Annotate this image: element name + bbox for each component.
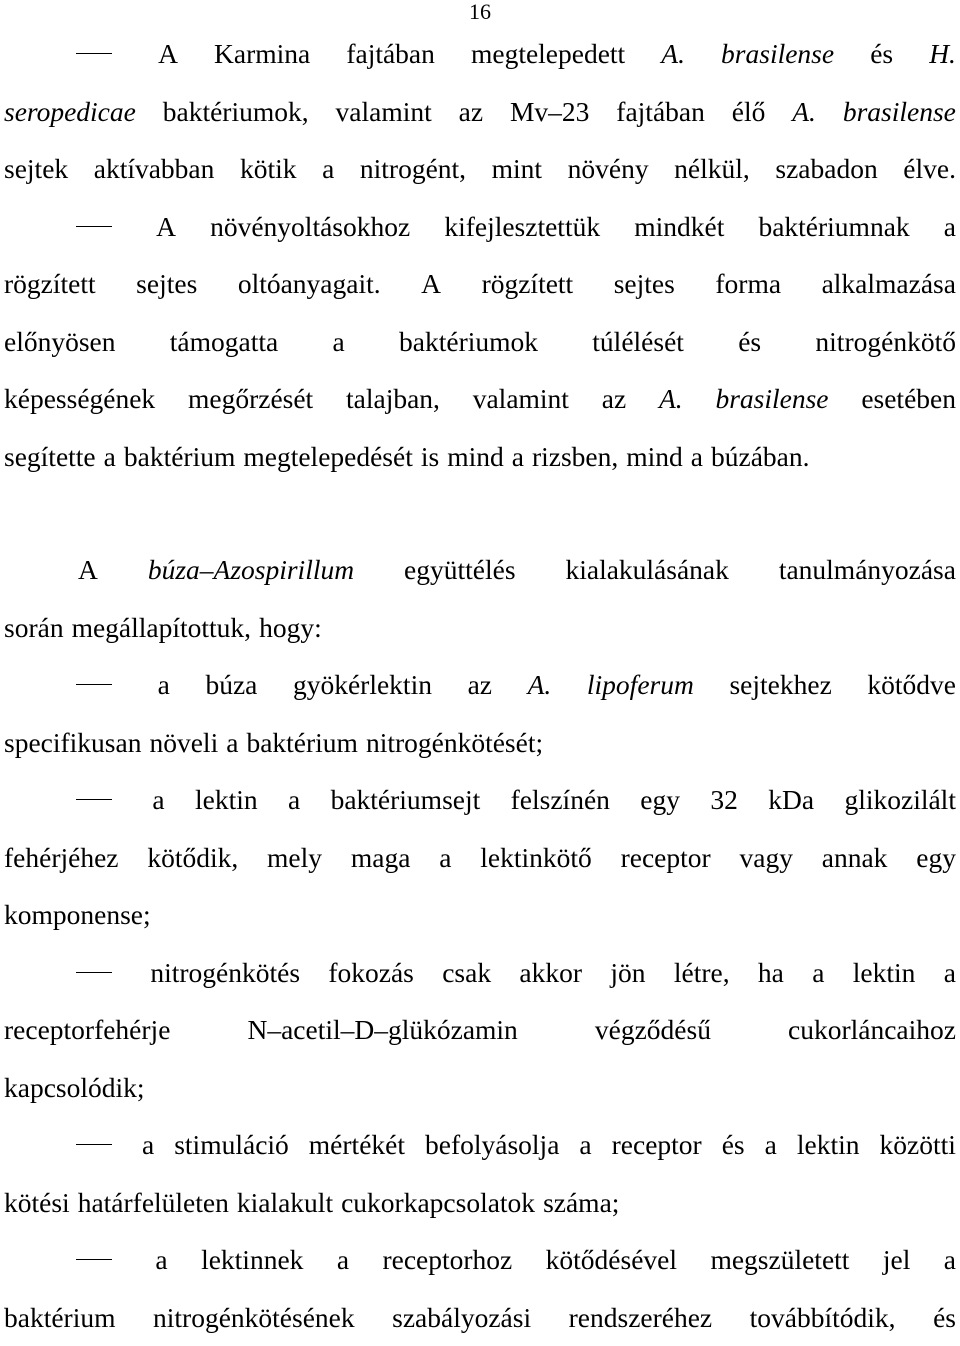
word: szabályozási <box>392 1289 531 1346</box>
word: oltóanyagait. <box>238 255 381 313</box>
word: csak <box>442 944 491 1002</box>
word: lektin <box>195 771 258 829</box>
word: rögzített <box>482 255 574 313</box>
dash-bullet <box>76 198 122 256</box>
word: növény <box>568 140 649 198</box>
word: létre, <box>674 944 730 1002</box>
word: megállapítottuk, <box>72 599 251 657</box>
word: búza <box>205 656 257 714</box>
word: baktériumsejt <box>331 771 481 829</box>
word: baktérium <box>124 428 236 486</box>
species-abbrev: A. <box>792 83 816 141</box>
word: és <box>722 1116 745 1174</box>
word: az <box>602 370 626 428</box>
word: képességének <box>4 370 155 428</box>
word: sejtes <box>136 255 197 313</box>
word: megőrzését <box>188 370 313 428</box>
text-line <box>4 1289 956 1346</box>
text-line <box>4 944 956 1002</box>
word: gyökérlektin <box>293 656 432 714</box>
word: egy <box>640 771 680 829</box>
word: rögzített <box>4 255 96 313</box>
species-name: brasilense <box>715 370 828 428</box>
word: nitrogént, <box>360 140 466 198</box>
word: A <box>158 25 178 83</box>
word: fajtában <box>346 25 435 83</box>
text-line <box>4 25 956 83</box>
word: receptor <box>621 829 711 887</box>
dash-bullet <box>76 944 122 1002</box>
word: nitrogénkötését; <box>366 714 543 772</box>
word: tanulmányozása <box>779 541 956 599</box>
word: a <box>337 1231 349 1289</box>
word: N–acetil–D–glükózamin <box>247 1001 517 1059</box>
word: kapcsolódik; <box>4 1059 145 1117</box>
word: rizsben, <box>532 428 618 486</box>
text-line <box>4 1231 956 1289</box>
word: a <box>944 198 956 256</box>
species-abbrev: H. <box>929 25 956 83</box>
word: túlélését <box>592 313 684 371</box>
word: kDa <box>768 771 814 829</box>
word: a <box>691 428 703 486</box>
word: nitrogénkötő <box>815 313 956 371</box>
species-name: búza–Azospirillum <box>148 541 354 599</box>
word: vagy <box>739 829 792 887</box>
word: kötődik, <box>147 829 238 887</box>
word: kötődve <box>867 656 956 714</box>
word: nitrogénkötés <box>150 944 300 1002</box>
word: segítette <box>4 428 96 486</box>
word: A <box>78 541 98 599</box>
word: befolyásolja <box>425 1116 559 1174</box>
word: a <box>512 428 524 486</box>
dash-bullet <box>76 1231 122 1289</box>
species-name: brasilense <box>843 83 956 141</box>
word: rendszeréhez <box>569 1289 713 1346</box>
species-name: lipoferum <box>587 656 694 714</box>
word: növényoltásokhoz <box>210 198 410 256</box>
word: stimuláció <box>174 1116 289 1174</box>
word: egy <box>916 829 956 887</box>
word: receptor <box>612 1116 702 1174</box>
word: végződésű <box>595 1001 711 1059</box>
word: a <box>142 1116 154 1174</box>
word: a <box>812 944 824 1002</box>
word: baktériumnak <box>758 198 909 256</box>
word: a <box>288 771 300 829</box>
word: közötti <box>879 1116 955 1174</box>
word: lektinnek <box>201 1231 303 1289</box>
word: aktívabban <box>94 140 215 198</box>
word: a <box>226 714 238 772</box>
word: baktériumok <box>399 313 538 371</box>
word: cukorkapcsolatok <box>341 1174 535 1232</box>
word: nitrogénkötésének <box>153 1289 355 1346</box>
species-name: seropedicae <box>4 83 136 141</box>
text-line <box>4 370 956 428</box>
word: kötődésével <box>546 1231 677 1289</box>
word: a <box>439 829 451 887</box>
word: lektinkötő <box>480 829 592 887</box>
dash-bullet <box>76 25 122 83</box>
word: támogatta <box>170 313 278 371</box>
word: lektin <box>797 1116 860 1174</box>
word: 32 <box>710 771 738 829</box>
word: receptorfehérje <box>4 1001 170 1059</box>
text-line <box>4 714 956 772</box>
word: baktérium <box>4 1289 116 1346</box>
word: továbbítódik, <box>750 1289 896 1346</box>
text-line <box>4 255 956 313</box>
word: komponense; <box>4 886 151 944</box>
word: az <box>459 83 483 141</box>
word: valamint <box>336 83 432 141</box>
word: az <box>468 656 492 714</box>
word: és <box>870 25 893 83</box>
word: mértékét <box>309 1116 405 1174</box>
word: megtelepedett <box>471 25 625 83</box>
word: nélkül, <box>674 140 750 198</box>
word: is <box>421 428 439 486</box>
word: határfelületen <box>78 1174 229 1232</box>
document-body <box>4 25 956 1346</box>
word: szabadon <box>775 140 877 198</box>
word: specifikusan <box>4 714 141 772</box>
word: a <box>333 313 345 371</box>
word: élő <box>732 83 766 141</box>
word: felszínén <box>511 771 610 829</box>
word: annak <box>822 829 888 887</box>
word: mind <box>447 428 504 486</box>
word: A <box>156 198 176 256</box>
text-line <box>4 541 956 599</box>
word: megszületett <box>710 1231 849 1289</box>
word: a <box>944 944 956 1002</box>
word: receptorhoz <box>382 1231 512 1289</box>
word: a <box>155 1231 167 1289</box>
word: jel <box>883 1231 911 1289</box>
word: növeli <box>149 714 218 772</box>
word: A <box>421 255 441 313</box>
text-line <box>4 83 956 141</box>
word: jön <box>610 944 645 1002</box>
word: előnyösen <box>4 313 116 371</box>
text-line <box>4 886 956 944</box>
word: sejtek <box>4 140 68 198</box>
word: alkalmazása <box>822 255 956 313</box>
word: kialakult <box>237 1174 333 1232</box>
text-line <box>4 829 956 887</box>
word: talajban, <box>346 370 440 428</box>
text-line <box>4 313 956 371</box>
word: sejtes <box>614 255 675 313</box>
word: a <box>104 428 116 486</box>
word: mind <box>626 428 683 486</box>
text-line <box>4 771 956 829</box>
text-line <box>4 1001 956 1059</box>
text-line <box>4 140 956 198</box>
page-number <box>0 0 960 24</box>
word: hogy: <box>259 599 322 657</box>
word: búzában. <box>711 428 810 486</box>
word: mindkét <box>634 198 724 256</box>
text-line <box>4 1059 956 1117</box>
word: és <box>933 1289 956 1346</box>
word: maga <box>351 829 411 887</box>
word: és <box>738 313 761 371</box>
word: baktérium <box>246 714 358 772</box>
word: a <box>322 140 334 198</box>
word: akkor <box>519 944 582 1002</box>
word: glikozilált <box>844 771 956 829</box>
species-abbrev: A. <box>661 25 685 83</box>
word: kifejlesztettük <box>444 198 600 256</box>
word: kötési <box>4 1174 70 1232</box>
text-line <box>4 198 956 256</box>
word: fokozás <box>328 944 414 1002</box>
word: a <box>579 1116 591 1174</box>
text-line <box>4 599 956 657</box>
dash-bullet <box>76 1116 122 1174</box>
species-name: brasilense <box>721 25 834 83</box>
word: mint <box>492 140 542 198</box>
word: sejtekhez <box>729 656 831 714</box>
page-number-text: 16 <box>469 0 491 24</box>
word: Karmina <box>214 25 310 83</box>
text-line <box>4 656 956 714</box>
word: cukorláncaihoz <box>788 1001 956 1059</box>
paragraph-gap <box>4 485 956 541</box>
word: baktériumok, <box>163 83 309 141</box>
text-line <box>4 1116 956 1174</box>
word: fajtában <box>616 83 705 141</box>
word: a <box>765 1116 777 1174</box>
word: élve. <box>903 140 956 198</box>
species-abbrev: A. <box>528 656 552 714</box>
word: kötik <box>240 140 297 198</box>
dash-bullet <box>76 656 122 714</box>
word: ha <box>758 944 784 1002</box>
word: a <box>158 656 170 714</box>
word: a <box>944 1231 956 1289</box>
dash-bullet <box>76 771 122 829</box>
word: során <box>4 599 64 657</box>
word: lektin <box>853 944 916 1002</box>
word: mely <box>267 829 322 887</box>
text-line <box>4 1174 956 1232</box>
word: Mv–23 <box>510 83 589 141</box>
word: kialakulásának <box>565 541 728 599</box>
word: esetében <box>861 370 956 428</box>
word: együttélés <box>404 541 516 599</box>
word: forma <box>715 255 781 313</box>
word: fehérjéhez <box>4 829 119 887</box>
species-abbrev: A. <box>659 370 683 428</box>
word: megtelepedését <box>243 428 413 486</box>
word: a <box>152 771 164 829</box>
word: valamint <box>473 370 569 428</box>
text-line <box>4 428 956 486</box>
word: száma; <box>543 1174 619 1232</box>
